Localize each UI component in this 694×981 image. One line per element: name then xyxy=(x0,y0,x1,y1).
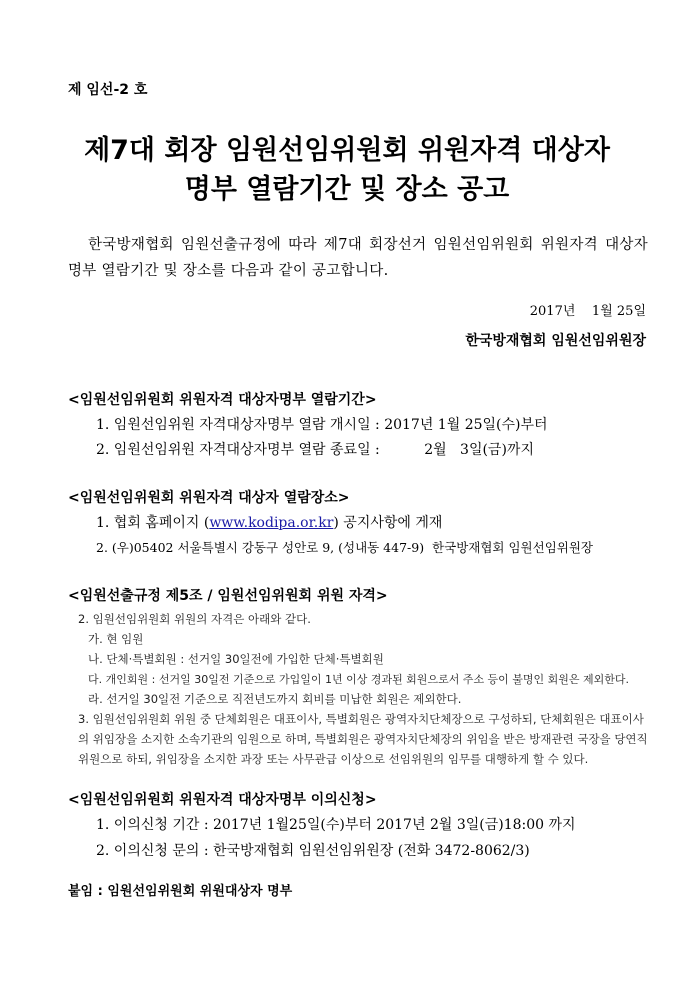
clause-2: 2. 임원선임위원회 위원의 자격은 아래와 같다. xyxy=(78,612,311,626)
document-number: 제 임선-2 호 xyxy=(68,82,148,98)
objection-item-period: 1. 이의신청 기간 : 2017년 1월25일(수)부터 2017년 2월 3일(금)18:00 까지 xyxy=(96,817,576,833)
intro-paragraph: 한국방재협회 임원선출규정에 따라 제7대 회장선거 임원선임위원회 위원자격 대상자 명부 열람기간 및 장소를 다음과 같이 공고합니다. xyxy=(68,237,648,279)
homepage-link[interactable]: www.kodipa.or.kr xyxy=(209,515,334,531)
clause-2-ga: 가. 현 임원 xyxy=(88,632,144,646)
clause-3: 3. 임원선임위원회 위원 중 단체회원은 대표이사, 특별회원은 광역자치단체장으로 구성하되, 단체회원은 대표이사의 위임장을 소지한 소속기관의 임원으로 하며, 특별회원은 광역자치단체장의 위임을 받은 방재관련 국장을 당연직위원으로 하되, 위임장을 소지한 과장 또는 사무관급 이상으로 선임위원의 임무를 대행하게 할 수 있다. xyxy=(78,712,648,766)
issuing-organization: 한국방재협회 임원선임위원장 xyxy=(465,333,646,349)
homepage-prefix: 1. 협회 홈페이지 ( xyxy=(96,515,210,531)
title-line-1: 제7대 회장 임원선임위원회 위원자격 대상자 xyxy=(84,135,610,166)
place-item-address: 2. (우)05402 서울특별시 강동구 성안로 9, (성내동 447-9) 한국방재협회 임원선임위원장 xyxy=(96,540,593,555)
place-item-homepage xyxy=(96,512,442,532)
section-heading-period: <임원선임위원회 위원자격 대상자명부 열람기간> xyxy=(68,392,377,408)
section-heading-objection: <임원선임위원회 위원자격 대상자명부 이의신청> xyxy=(68,792,377,808)
homepage-suffix: ) 공지사항에 게재 xyxy=(333,515,443,531)
clause-2-ra: 라. 선거일 30일전 기준으로 직전년도까지 회비를 미납한 회원은 제외한다. xyxy=(88,692,462,706)
section-heading-place: <임원선임위원회 위원자격 대상자 열람장소> xyxy=(68,490,350,506)
title-line-2: 명부 열람기간 및 장소 공고 xyxy=(184,174,510,205)
section-heading-qualification: <임원선출규정 제5조 / 임원선임위원회 위원 자격> xyxy=(68,588,388,604)
period-item-end: 2. 임원선임위원 자격대상자명부 열람 종료일 : 2월 3일(금)까지 xyxy=(96,442,534,458)
clause-2-da: 다. 개인회원 : 선거일 30일전 기준으로 가입일이 1년 이상 경과된 회원으로서 주소 등이 불명인 회원은 제외한다. xyxy=(88,673,630,686)
objection-item-contact: 2. 이의신청 문의 : 한국방재협회 임원선임위원장 (전화 3472-8062/3) xyxy=(96,843,530,859)
clause-2-na: 나. 단체·특별회원 : 선거일 30일전에 가입한 단체·특별회원 xyxy=(88,652,384,666)
announcement-date: 2017년 1월 25일 xyxy=(529,304,646,319)
period-item-start: 1. 임원선임위원 자격대상자명부 열람 개시일 : 2017년 1월 25일(수)부터 xyxy=(96,417,548,433)
attachment-note: 붙임 : 임원선임위원회 위원대상자 명부 xyxy=(68,884,293,899)
